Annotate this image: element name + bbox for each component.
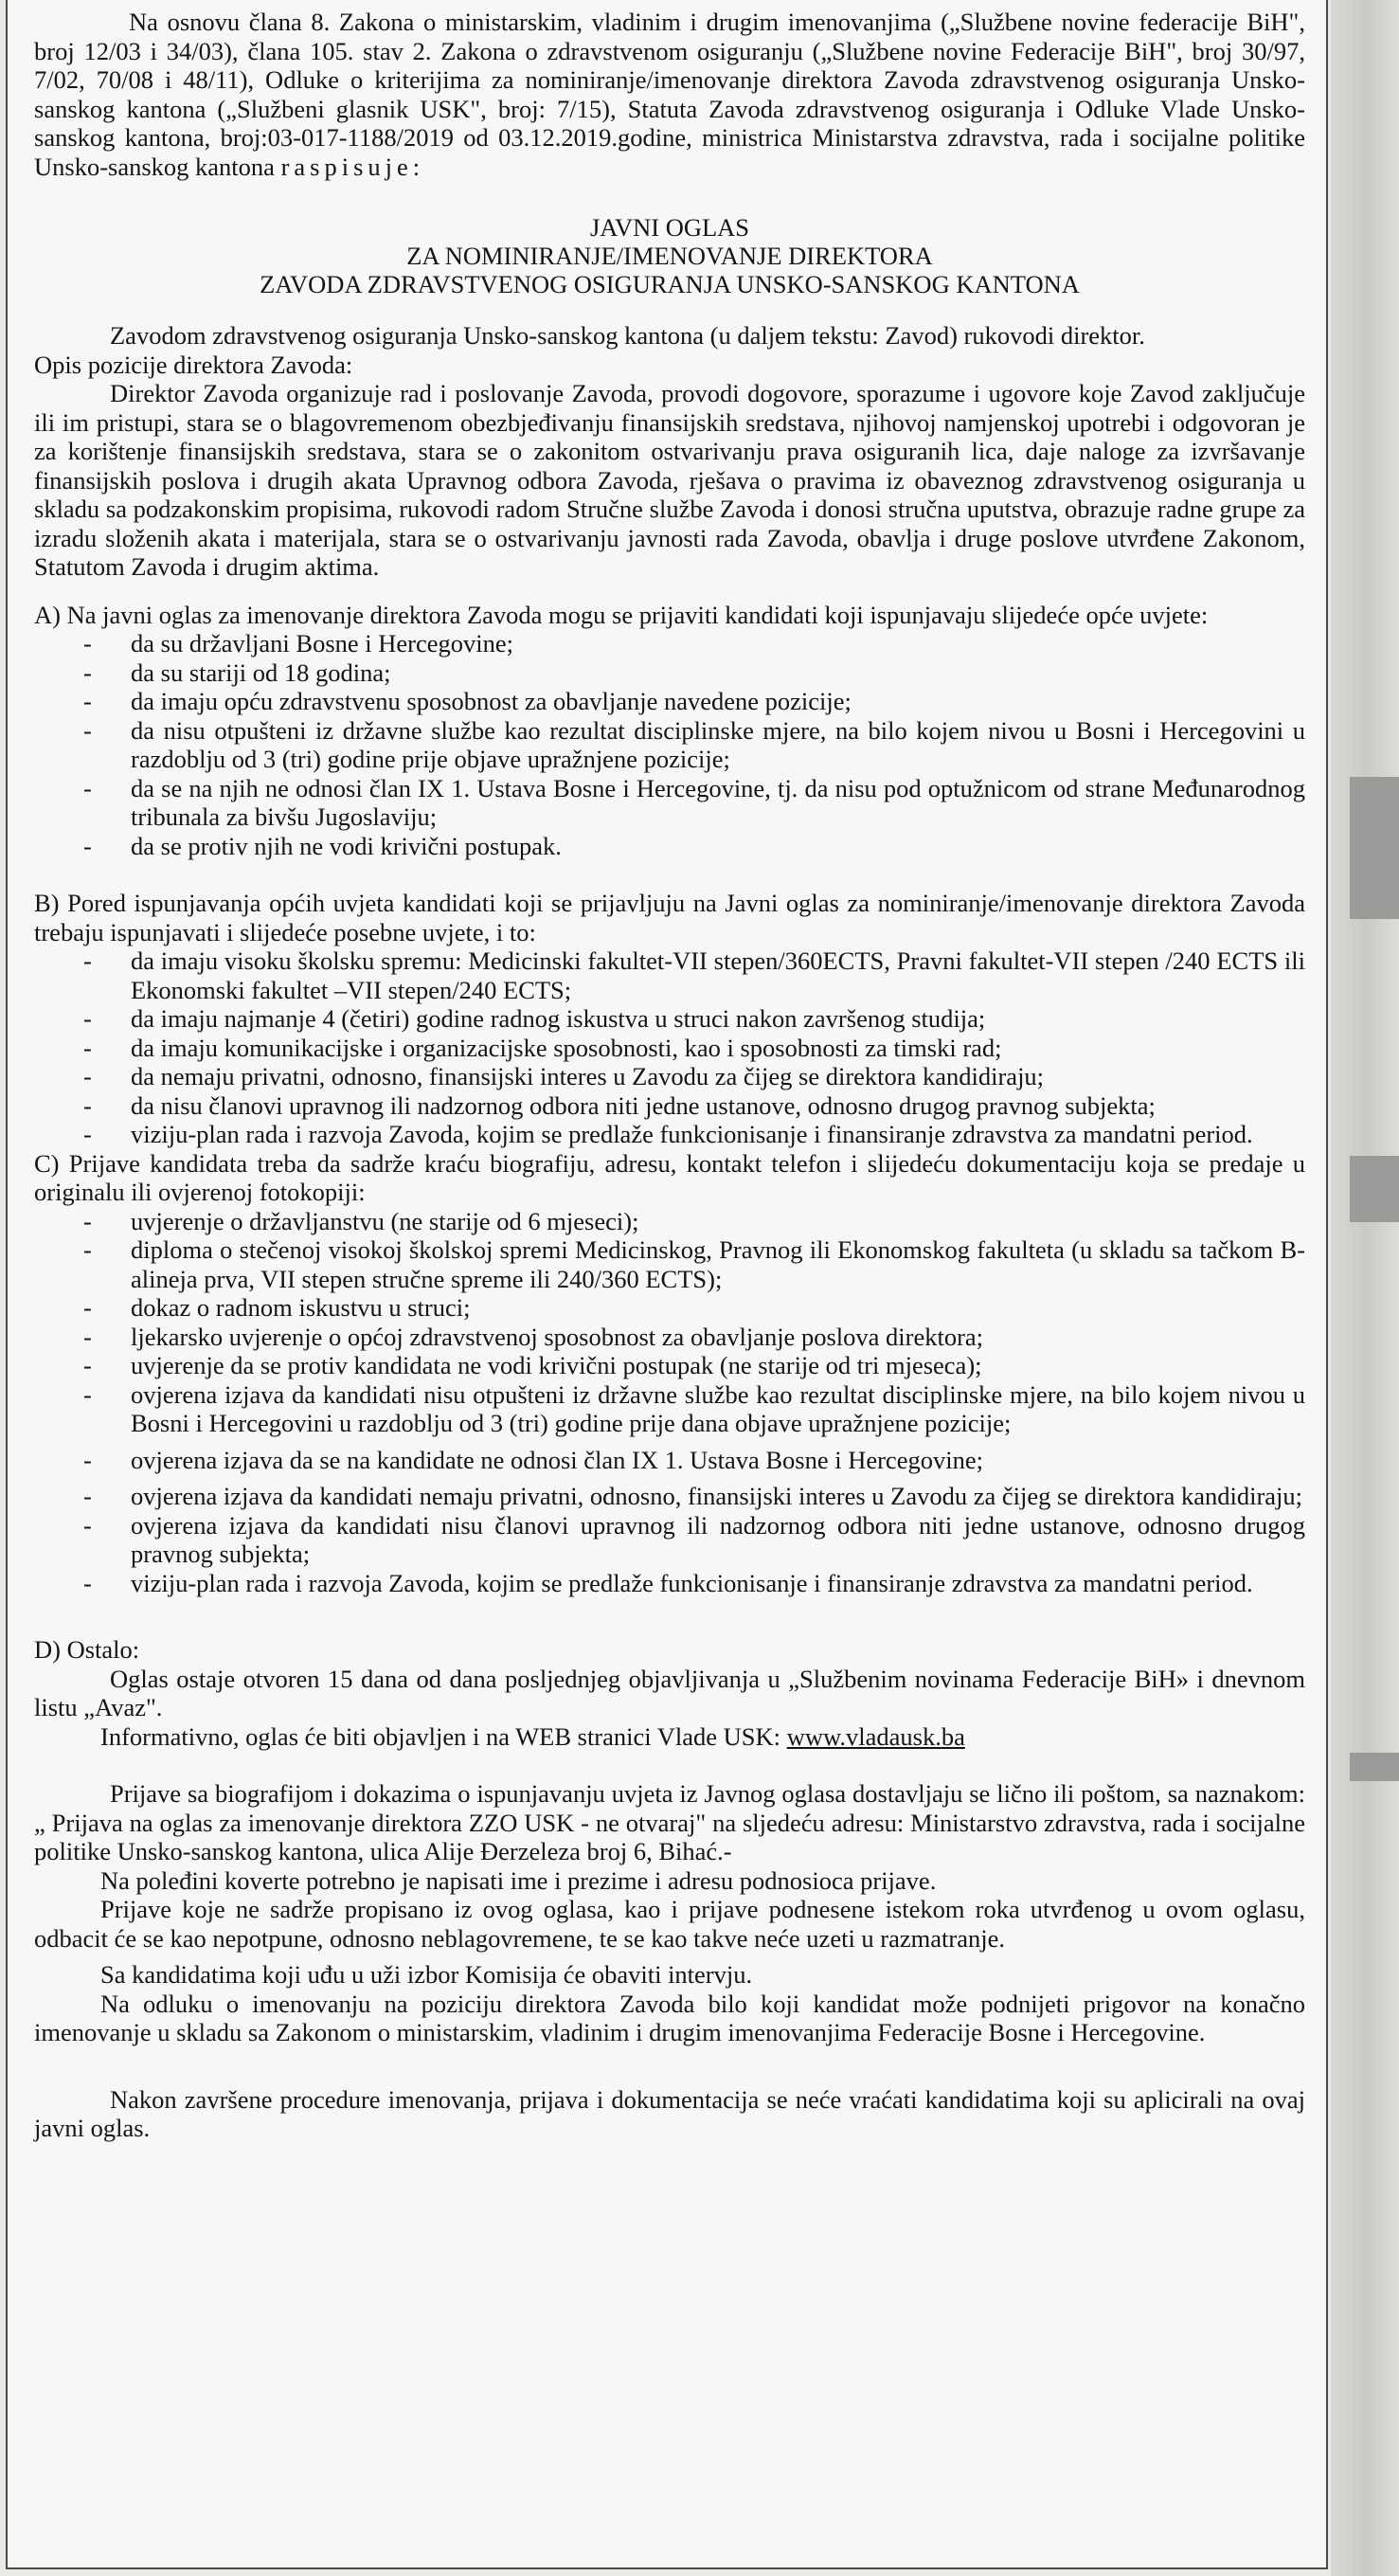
list-item: - viziju-plan rada i razvoja Zavoda, kojim se predlaže funkcionisanje i finansiranje zdravstva za mandatni period.	[34, 1120, 1305, 1149]
intro-text: Na osnovu člana 8. Zakona o ministarskim, vladinim i drugim imenovanjima („Službene novine federacije BiH", broj 12/03 i 34/03), člana 105. stav 2. Zakona o zdravstvenom osiguranju („Službene novine Federacije BiH", broj 30/97, 7/02, 70/08 i 48/11), Odluke o kriterijima za nominiranje/imenovanje direktora Zavoda zdravstvenog osiguranja Unsko-sanskog kantona („Službeni glasnik USK", broj: 7/15), Statuta Zavoda zdravstvenog osiguranja i Odluke Vlade Unsko-sanskog kantona, broj:03-017-1188/2019 od 03.12.2019.godine, ministrica Ministarstva zdravstva, rada i socijalne politike Unsko-sanskog kantona	[34, 8, 1305, 181]
section-a-list	[34, 629, 1305, 860]
list-item: - viziju-plan rada i razvoja Zavoda, kojim se predlaže funkcionisanje i finansiranje zdravstva za mandatni period.	[34, 1569, 1305, 1598]
closing-paragraph-4: Sa kandidatima koji uđu u uži izbor Komisija će obaviti intervju.	[100, 1960, 753, 1989]
list-item: - da nisu otpušteni iz državne službe kao rezultat disciplinske mjere, na bilo kojem nivou u Bosni i Hercegovini u razdoblju od 3 (tri) godine prije objave upražnjene pozicije;	[34, 716, 1305, 774]
closing-paragraph-3: Prijave koje ne sadrže propisano iz ovog oglasa, kao i prijave podnesene istekom roka utvrđenog u ovom oglasu, odbacit će se kao nepotpune, odnosno neblagovremene, te se kao takve neće uzeti u razmatranje.	[34, 1895, 1305, 1953]
section-d-paragraph-1: Oglas ostaje otvoren 15 dana od dana posljednjeg objavljivanja u „Službenim novinama Federacije BiH» i dnevnom listu „Avaz".	[34, 1664, 1305, 1721]
announcement-title	[34, 213, 1305, 298]
list-item: - ovjerena izjava da kandidati nemaju privatni, odnosno, finansijski interes u Zavodu za čijeg se direktora kandidiraju;	[34, 1482, 1305, 1511]
intro-spaced-word: raspisuje:	[280, 152, 425, 181]
list-item: - dokaz o radnom iskustvu u struci;	[34, 1293, 1305, 1323]
section-c-heading: C) Prijave kandidata treba da sadrže kraću biografiju, adresu, kontakt telefon i slijedeću dokumentaciju koja se predaje u originalu ili ovjerenoj fotokopiji:	[34, 1148, 1305, 1206]
section-d-heading: D) Ostalo:	[34, 1635, 140, 1664]
intro-paragraph	[34, 8, 1305, 181]
list-item: - da imaju komunikacijske i organizacijske sposobnosti, kao i sposobnosti za timski rad;	[34, 1034, 1305, 1063]
section-a-heading: A) Na javni oglas za imenovanje direktora Zavoda mogu se prijaviti kandidati koji ispunjavaju slijedeće opće uvjete:	[34, 600, 1209, 629]
position-description-text: Direktor Zavoda organizuje rad i poslovanje Zavoda, provodi dogovore, sporazume i ugovore koje Zavod zaključuje ili im pristupi, stara se o blagovremenom obezbjeđivanju finansijskih sredstava, njihovoj namjenskoj upotrebi i odgovoran je za korištenje finansijskih sredstava, stara se o zakonitom ostvarivanju prava osiguranih lica, daje naloge za izvršavanje finansijskih poslova i drugih akata Upravnog odbora Zavoda, rješava o pravima iz obaveznog zdravstvenog osiguranja u skladu sa podzakonskim propisima, rukovodi radom Stručne službe Zavoda i donosi stručna uputstva, obrazuje radne grupe za izradu složenih akata i materijala, stara se o ostvarivanju javnosti rada Zavoda, obavlja i druge poslove utvrđene Zakonom, Statutom Zavoda i drugim aktima.	[34, 379, 1305, 581]
list-item: - da imaju najmanje 4 (četiri) godine radnog iskustva u struci nakon završenog studija;	[34, 1004, 1305, 1034]
lead-paragraph: Zavodom zdravstvenog osiguranja Unsko-sanskog kantona (u daljem tekstu: Zavod) rukovodi direktor.	[110, 321, 1145, 350]
list-item: - ovjerena izjava da se na kandidate ne odnosi član IX 1. Ustava Bosne i Hercegovine;	[34, 1446, 1305, 1475]
section-d-paragraph-2	[34, 1722, 1305, 1752]
list-item: - da se na njih ne odnosi član IX 1. Ustava Bosne i Hercegovine, tj. da nisu pod optužnicom od strane Međunarodnog tribunala za bivšu Jugoslaviju;	[34, 774, 1305, 832]
list-item: - da imaju visoku školsku spremu: Medicinski fakultet-VII stepen/360ECTS, Pravni fakultet-VII stepen /240 ECTS ili Ekonomski fakultet –VII stepen/240 ECTS;	[34, 946, 1305, 1004]
list-item: - ovjerena izjava da kandidati nisu otpušteni iz državne službe kao rezultat disciplinske mjere, na bilo kojem nivou u Bosni i Hercegovini u razdoblju od 3 (tri) godine prije dana objave upražnjene pozicije;	[34, 1380, 1305, 1438]
closing-paragraph-1: Prijave sa biografijom i dokazima o ispunjavanju uvjeta iz Javnog oglasa dostavljaju se lično ili poštom, sa naznakom: „ Prijava na oglas za imenovanje direktora ZZO USK - ne otvaraj" na sljedeću adresu: Ministarstvo zdravstva, rada i socijalne politike Unsko-sanskog kantona, ulica Alije Đerzeleza broj 6, Bihać.-	[34, 1779, 1305, 1865]
list-item: - da su stariji od 18 godina;	[34, 658, 1305, 688]
website-link[interactable]: www.vladausk.ba	[786, 1721, 965, 1751]
section-c-list	[34, 1207, 1305, 1598]
closing-paragraph-2: Na poleđini koverte potrebno je napisati ime i prezime i adresu podnosioca prijave.	[100, 1865, 937, 1895]
website-label: Informativno, oglas će biti objavljen i na WEB stranici Vlade USK:	[100, 1721, 787, 1751]
list-item: - uvjerenje da se protiv kandidata ne vodi krivični postupak (ne starije od tri mjeseca);	[34, 1351, 1305, 1380]
title-line-2: ZA NOMINIRANJE/IMENOVANJE DIREKTORA	[406, 242, 933, 270]
list-item: - uvjerenje o državljanstvu (ne starije od 6 mjeseci);	[34, 1207, 1305, 1236]
section-b-heading: B) Pored ispunjavanja općih uvjeta kandidati koji se prijavljuju na Javni oglas za nominiranje/imenovanje direktora Zavoda trebaju ispunjavati i slijedeće posebne uvjete, i to:	[34, 889, 1305, 946]
list-item: - da imaju opću zdravstvenu sposobnost za obavljanje navedene pozicije;	[34, 687, 1305, 716]
list-item: - diploma o stečenoj visokoj školskoj spremi Medicinskog, Pravnog ili Ekonomskog fakulteta (u skladu sa tačkom B- alineja prva, VII stepen stručne spreme ili 240/360 ECTS);	[34, 1235, 1305, 1293]
position-description-label: Opis pozicije direktora Zavoda:	[34, 350, 353, 379]
list-item: - da nisu članovi upravnog ili nadzornog odbora niti jedne ustanove, odnosno drugog pravnog subjekta;	[34, 1091, 1305, 1121]
closing-paragraph-6: Nakon završene procedure imenovanja, prijava i dokumentacija se neće vraćati kandidatima koji su aplicirali na ovaj javni oglas.	[34, 2084, 1305, 2142]
list-item: - da nemaju privatni, odnosno, finansijski interes u Zavodu za čijeg se direktora kandidiraju;	[34, 1062, 1305, 1091]
section-b-list	[34, 946, 1305, 1149]
announcement-page	[6, 0, 1328, 2569]
list-item: - da su državljani Bosne i Hercegovine;	[34, 629, 1305, 658]
list-item: - ljekarsko uvjerenje o općoj zdravstvenoj sposobnost za obavljanje poslova direktora;	[34, 1323, 1305, 1352]
title-line-1: JAVNI OGLAS	[589, 213, 750, 242]
list-item: - ovjerena izjava da kandidati nisu članovi upravnog ili nadzornog odbora niti jedne ustanove, odnosno drugog pravnog subjekta;	[34, 1511, 1305, 1569]
list-item: - da se protiv njih ne vodi krivični postupak.	[34, 832, 1305, 861]
closing-paragraph-5: Na odluku o imenovanju na poziciju direktora Zavoda bilo koji kandidat može podnijeti prigovor na konačno imenovanje u skladu sa Zakonom o ministarskim, vladinim i drugim imenovanjima Federacije Bosne i Hercegovine.	[34, 1989, 1305, 2046]
title-line-3: ZAVODA ZDRAVSTVENOG OSIGURANJA UNSKO-SANSKOG KANTONA	[260, 270, 1080, 298]
adjacent-page-edge	[1331, 0, 1399, 2576]
